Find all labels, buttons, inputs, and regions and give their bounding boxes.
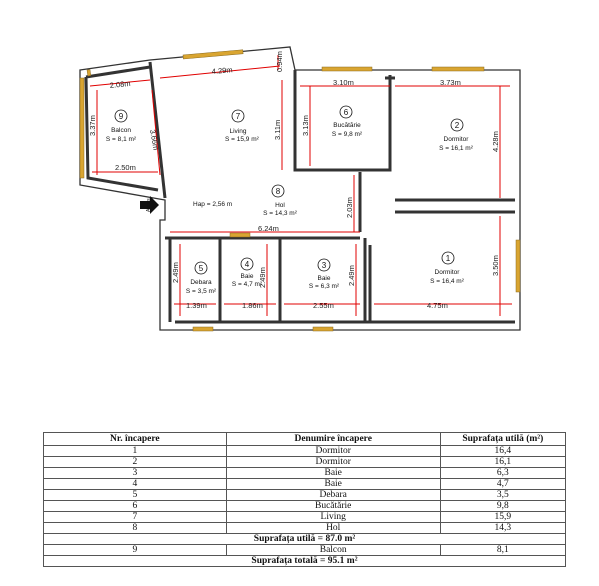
table-row xyxy=(44,523,566,534)
room-1-number: 1 xyxy=(445,254,451,263)
cell-nr: 4 xyxy=(44,479,227,490)
dim-bed2-top: 3.73m xyxy=(440,78,461,87)
cell-area: 6,3 xyxy=(440,468,565,479)
dim-living-small: 0.94m xyxy=(275,51,284,72)
cell-nr: 3 xyxy=(44,468,227,479)
cell-name: Dormitor xyxy=(226,457,440,468)
cell-area: 16,1 xyxy=(440,457,565,468)
room-3-number: 3 xyxy=(321,261,327,270)
table-header-row xyxy=(44,433,566,446)
cell-nr: 1 xyxy=(44,446,227,457)
cell-nr: 8 xyxy=(44,523,227,534)
room-4-name: Baie xyxy=(240,273,254,280)
dim-bed2-right: 4.28m xyxy=(491,131,500,152)
cell-name: Baie xyxy=(226,479,440,490)
dim-baie3-bottom: 2.55m xyxy=(313,301,334,310)
cell-nr: 2 xyxy=(44,457,227,468)
cell-name: Bucătărie xyxy=(226,501,440,512)
room-9-area: S = 8,1 m² xyxy=(105,136,137,143)
table-row xyxy=(44,501,566,512)
dim-hol-width: 6.24m xyxy=(258,224,279,233)
cell-name: Baie xyxy=(226,468,440,479)
dim-balcon-bottom: 2.50m xyxy=(115,163,136,172)
room-9-number: 9 xyxy=(118,112,124,121)
room-5-area: S = 3,5 m² xyxy=(185,288,217,295)
dim-living-top: 4.29m xyxy=(211,65,233,76)
cell-name: Hol xyxy=(226,523,440,534)
cell-name: Living xyxy=(226,512,440,523)
room-1-name: Dormitor xyxy=(434,269,460,276)
dim-baie4-bottom: 1.86m xyxy=(242,301,263,310)
dim-bed1-bottom: 4.75m xyxy=(427,301,448,310)
room-6-name: Bucătărie xyxy=(333,122,361,129)
cell-area: 15,9 xyxy=(440,512,565,523)
cell-area: 8,1 xyxy=(440,545,565,556)
cell-nr: 6 xyxy=(44,501,227,512)
cell-name: Dormitor xyxy=(226,446,440,457)
room-9-name: Balcon xyxy=(111,127,131,134)
dim-debara-bottom: 1.39m xyxy=(186,301,207,310)
table-row xyxy=(44,479,566,490)
dim-balcon-left: 3.37m xyxy=(88,115,97,136)
cell-area: 4,7 xyxy=(440,479,565,490)
cell-area: 9,8 xyxy=(440,501,565,512)
room-5-number: 5 xyxy=(198,264,204,273)
dim-baie4-right: 2.49m xyxy=(258,267,267,288)
cell-nr: 5 xyxy=(44,490,227,501)
room-8-number: 8 xyxy=(275,187,281,196)
room-7-area: S = 15,9 m² xyxy=(225,136,259,143)
room-2-number: 2 xyxy=(454,121,460,130)
area-table-container xyxy=(43,432,566,567)
area-table xyxy=(43,432,566,567)
room-4-number: 4 xyxy=(244,260,250,269)
room-3-area: S = 6,3 m² xyxy=(308,283,340,290)
grand-total-row xyxy=(44,556,566,567)
table-row xyxy=(44,545,566,556)
room-7-number: 7 xyxy=(235,112,241,121)
cell-area: 14,3 xyxy=(440,523,565,534)
room-8-area: S = 14,3 m² xyxy=(263,210,297,217)
ceiling-height: Hap = 2,56 m xyxy=(193,201,233,208)
cell-name: Balcon xyxy=(226,545,440,556)
dim-bed1-right: 3.50m xyxy=(491,255,500,276)
dim-balcon-top: 2.08m xyxy=(109,78,131,90)
header-name: Denumire încapere xyxy=(226,433,440,446)
room-3-name: Baie xyxy=(317,275,331,282)
dim-balcon-mid: 3.66m xyxy=(148,128,161,151)
cell-area: 3,5 xyxy=(440,490,565,501)
table-row xyxy=(44,468,566,479)
dim-kitchen-left: 3.13m xyxy=(301,115,310,136)
access-label: Acces xyxy=(146,198,152,212)
room-4-area: S = 4,7 m² xyxy=(231,281,263,288)
header-nr: Nr. încapere xyxy=(44,433,227,446)
useful-total-row xyxy=(44,534,566,545)
useful-total: Suprafața utilă = 87.0 m² xyxy=(44,534,566,545)
header-area: Suprafața utilă (m²) xyxy=(440,433,565,446)
room-2-name: Dormitor xyxy=(443,136,469,143)
dim-debara-left: 2.49m xyxy=(171,262,180,283)
table-row xyxy=(44,512,566,523)
dim-baie3-right: 2.49m xyxy=(347,265,356,286)
table-row xyxy=(44,490,566,501)
dim-kitchen-top: 3.10m xyxy=(333,78,354,87)
grand-total: Suprafața totală = 95.1 m² xyxy=(44,556,566,567)
room-8-name: Hol xyxy=(275,202,285,209)
cell-nr: 7 xyxy=(44,512,227,523)
room-1-area: S = 16,4 m² xyxy=(430,278,464,285)
table-row xyxy=(44,457,566,468)
dim-hol-vertical: 2.03m xyxy=(345,197,354,218)
room-5-name: Debara xyxy=(190,279,212,286)
room-6-area: S = 9,8 m² xyxy=(331,131,363,138)
cell-name: Debara xyxy=(226,490,440,501)
cell-nr: 9 xyxy=(44,545,227,556)
room-2-area: S = 16,1 m² xyxy=(439,145,473,152)
dim-living-right: 3.11m xyxy=(273,119,282,140)
room-7-name: Living xyxy=(229,128,247,135)
table-row xyxy=(44,446,566,457)
room-6-number: 6 xyxy=(343,108,349,117)
cell-area: 16,4 xyxy=(440,446,565,457)
